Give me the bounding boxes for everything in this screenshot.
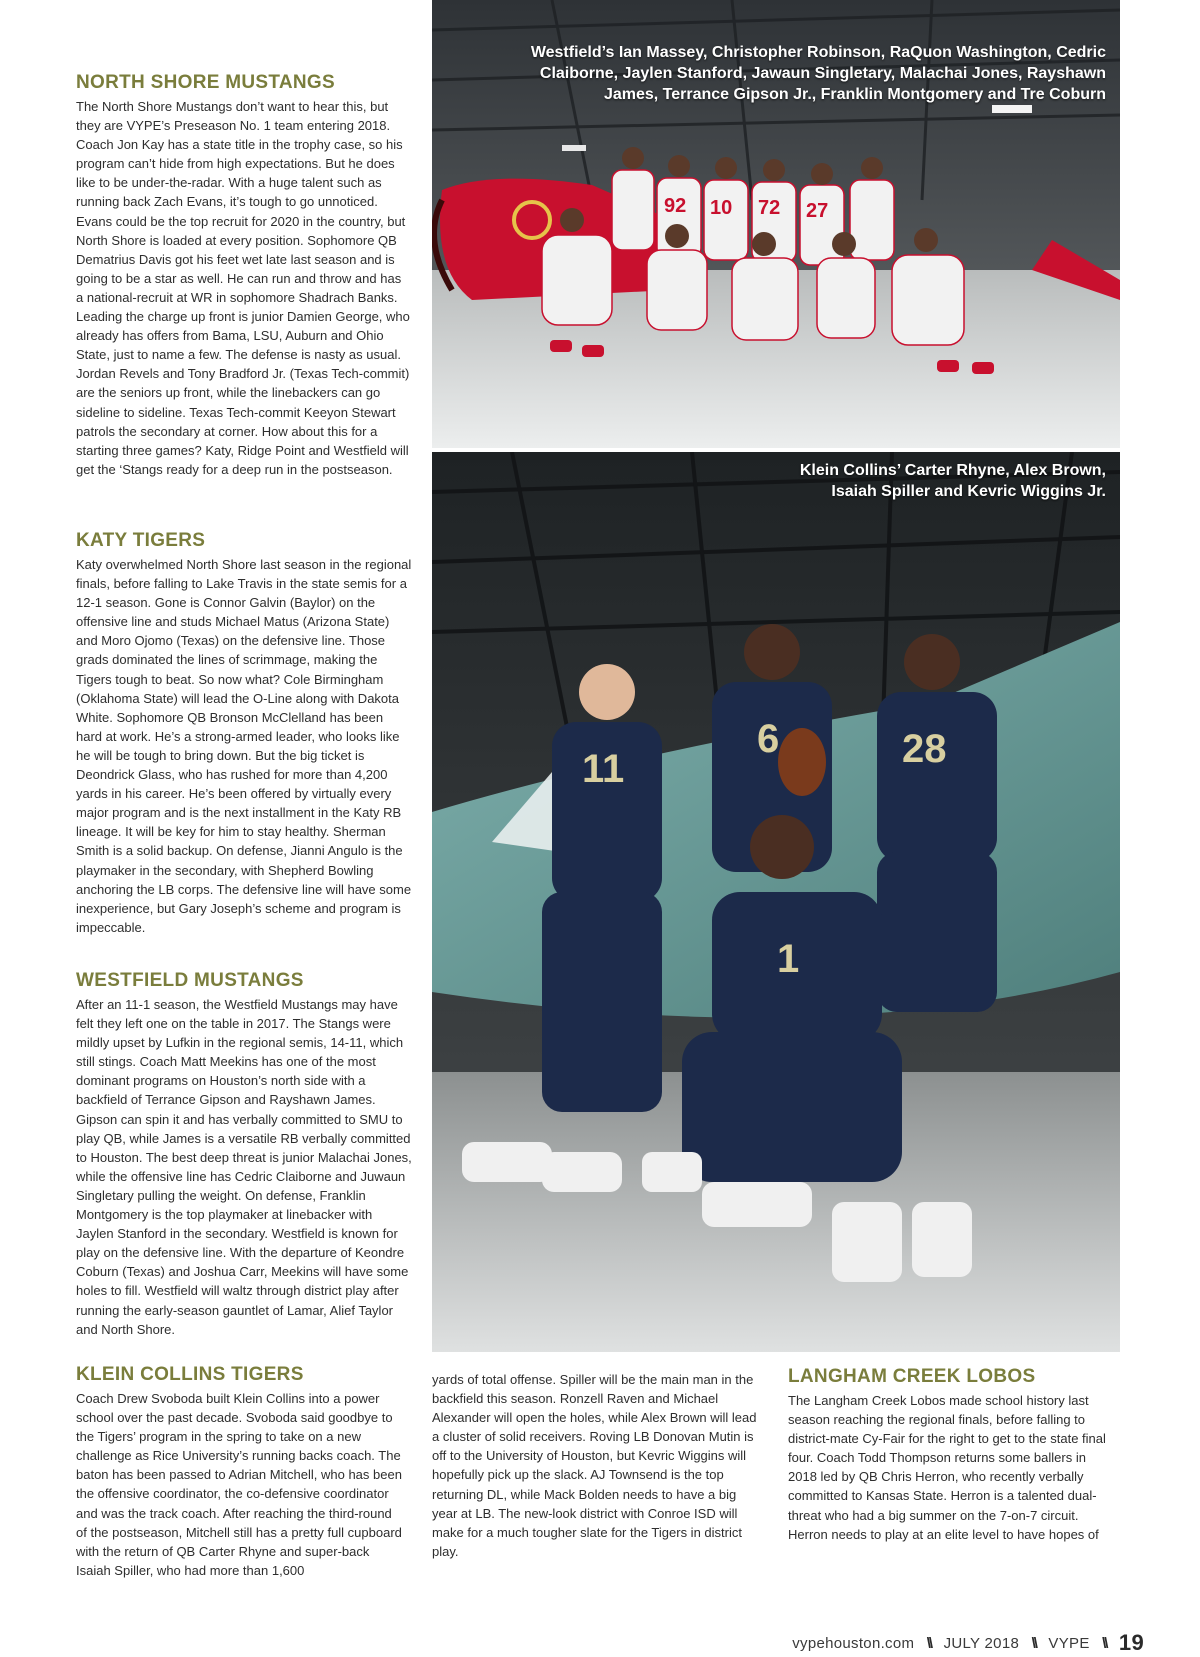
jersey-number: 11 bbox=[582, 747, 625, 791]
page-footer bbox=[792, 1630, 1144, 1656]
section-title-westfield: WESTFIELD MUSTANGS bbox=[76, 970, 304, 991]
article-westfield: After an 11-1 season, the Westfield Mustangs may have felt they left one on the table in 2017. The Stangs were mildly upset by Lufkin in the regional semis, 14-11, which still stings. Coach Matt Meekins has one of the most dominant programs on Houston’s north side with a backfield of Terrance Gipson and Rayshawn James. Gipson can spin it and has verbally committed to SMU to play QB, while James is a versatile RB verbally committed to Houston. The best deep threat is junior Malachai Jones, while the offensive line has Cedric Claiborne and Juwaun Singletary pulling the weight. On defense, Franklin Montgomery is the top playmaker at linebacker with Jaylen Stanford in the secondary. Westfield is known for play on the defensive line. With the departure of Keondre Coburn (Texas) and Joshua Carr, Meekins will have some holes to fill. Westfield will waltz through district play after running the early-season gauntlet of Lamar, Alief Taylor and North Shore. bbox=[76, 997, 412, 1337]
article-katy: Katy overwhelmed North Shore last season in the regional finals, before falling to Lake Travis in the state semis for a 12-1 season. Gone is Connor Galvin (Baylor) on the offensive line and studs Michael Matus (Arizona State) and Moro Ojomo (Texas) on the defensive line. Those grads dominated the lines of scrimmage, making the Tigers tough to beat. So now what? Cole Birmingham (Oklahoma State) will lead the O-Line along with Dakota White. Sophomore QB Bronson McClelland has been hard at work. He’s a strong-armed leader, who looks like he will be tough to bring down. But the big ticket is Deondrick Glass, who has rushed for more than 4,200 yards in his career. He’s been offered by virtually every major program and is the next installment in the Katy RB lineage. It will be key for him to stay healthy. Sherman Smith is a solid backup. On defense, Jianni Angulo is the playmaker in the secondary, with Shepherd Bowling anchoring the LB corps. The defensive line will have some inexperience, but Gary Joseph’s scheme and program is impeccable. bbox=[76, 557, 412, 935]
photo-caption-westfield: Westfield’s Ian Massey, Christopher Robinson, RaQuon Washington, Cedric Claiborne, Jaylen Stanford, Jawaun Singletary, Malachai Jones, Rayshawn James, Terrance Gipson Jr., Franklin Montgomery and Tre Coburn bbox=[530, 44, 1106, 103]
jersey-number: 28 bbox=[902, 727, 947, 771]
jersey-number: 6 bbox=[757, 717, 780, 761]
footer-separator: \\ bbox=[1031, 1635, 1036, 1652]
photo-klein-collins-players bbox=[432, 452, 1120, 1352]
article-klein-collins-col1: Coach Drew Svoboda built Klein Collins into a power school over the past decade. Svoboda said goodbye to the Tigers’ program in the spring to take on a new challenge as Rice University’s running backs coach. The baton has been passed to Adrian Mitchell, who has been the offensive coordinator, the co-defensive coordinator and was the track coach. After reaching the third-round of the postseason, Mitchell still has a pretty full cupboard with the return of QB Carter Rhyne and super-back Isaiah Spiller, who had more than 1,600 bbox=[76, 1391, 402, 1578]
section-title-langham-creek: LANGHAM CREEK LOBOS bbox=[788, 1366, 1036, 1387]
photo-caption-klein-collins-label: Klein Collins’ Carter Rhyne, Alex Brown, Isaiah Spiller and Kevric Wiggins Jr. bbox=[799, 462, 1106, 500]
footer-issue: JULY 2018 bbox=[943, 1635, 1020, 1652]
page-number: 19 bbox=[1118, 1630, 1144, 1655]
jersey-number: 10 bbox=[710, 197, 733, 219]
photo-westfield-team bbox=[432, 0, 1120, 448]
section-title-klein-collins: KLEIN COLLINS TIGERS bbox=[76, 1364, 304, 1385]
jersey-number: 72 bbox=[758, 197, 781, 219]
jersey-number: 1 bbox=[777, 937, 800, 981]
section-title-north-shore: NORTH SHORE MUSTANGS bbox=[76, 72, 335, 93]
football bbox=[778, 728, 826, 796]
article-langham-creek: The Langham Creek Lobos made school history last season reaching the regional finals, before falling to district-mate Cy-Fair for the right to get to the state final four. Coach Todd Thompson returns some ballers in 2018 led by QB Chris Herron, who recently verbally committed to Kansas State. Herron is a talented dual-threat who had a big summer on the 7-on-7 circuit. Herron needs to play at an elite level to have hopes of bbox=[788, 1393, 1106, 1542]
photo-klein-collins-scene bbox=[432, 452, 1120, 1352]
article-north-shore: The North Shore Mustangs don’t want to hear this, but they are VYPE’s Preseason No. 1 team entering 2018. Coach Jon Kay has a state title in the trophy case, so his program can’t hide from high expectations. But he does like to be under-the-radar. With a huge talent such as running back Zach Evans, it’s tough to go unnoticed. Evans could be the top recruit for 2020 in the country, but North Shore is loaded at every position. Sophomore QB Dematrius Davis got his feet wet late last season and is going to be a star as well. He can run and throw and has a national-recruit at WR in sophomore Shadrach Banks. Leading the charge up front is junior Damien George, who already has offers from Bama, LSU, Auburn and Ohio State, just to name a few. The defense is nasty as usual. Jordan Revels and Tony Bradford Jr. (Texas Tech-commit) are the seniors up front, while the linebackers can go sideline to sideline. Texas Tech-commit Keeyon Stewart patrols the secondary at corner. How about this for a starting three games? Katy, Ridge Point and Westfield will get the ‘Stangs ready for a deep run in the postseason. bbox=[76, 99, 410, 477]
jersey-number: 27 bbox=[806, 200, 829, 222]
footer-site: vypehouston.com bbox=[792, 1635, 915, 1652]
jersey-number: 92 bbox=[664, 195, 687, 217]
section-title-katy: KATY TIGERS bbox=[76, 530, 206, 551]
article-klein-collins-col2: yards of total offense. Spiller will be the main man in the backfield this season. Ronzell Raven and Michael Alexander will open the holes, while Alex Brown will lead a cluster of solid receivers. Roving LB Donovan Mutin is off to the University of Houston, but Kevric Wiggins will hopefully pick up the slack. AJ Townsend is the top returning DL, while Mack Bolden needs to have a big year at LB. The new-look district with Conroe ISD will make for a much tougher slate for the Tigers in district play. bbox=[432, 1372, 757, 1559]
footer-separator: \\ bbox=[926, 1635, 932, 1652]
footer-separator: \\ bbox=[1102, 1635, 1107, 1652]
footer-brand: VYPE bbox=[1048, 1635, 1090, 1652]
